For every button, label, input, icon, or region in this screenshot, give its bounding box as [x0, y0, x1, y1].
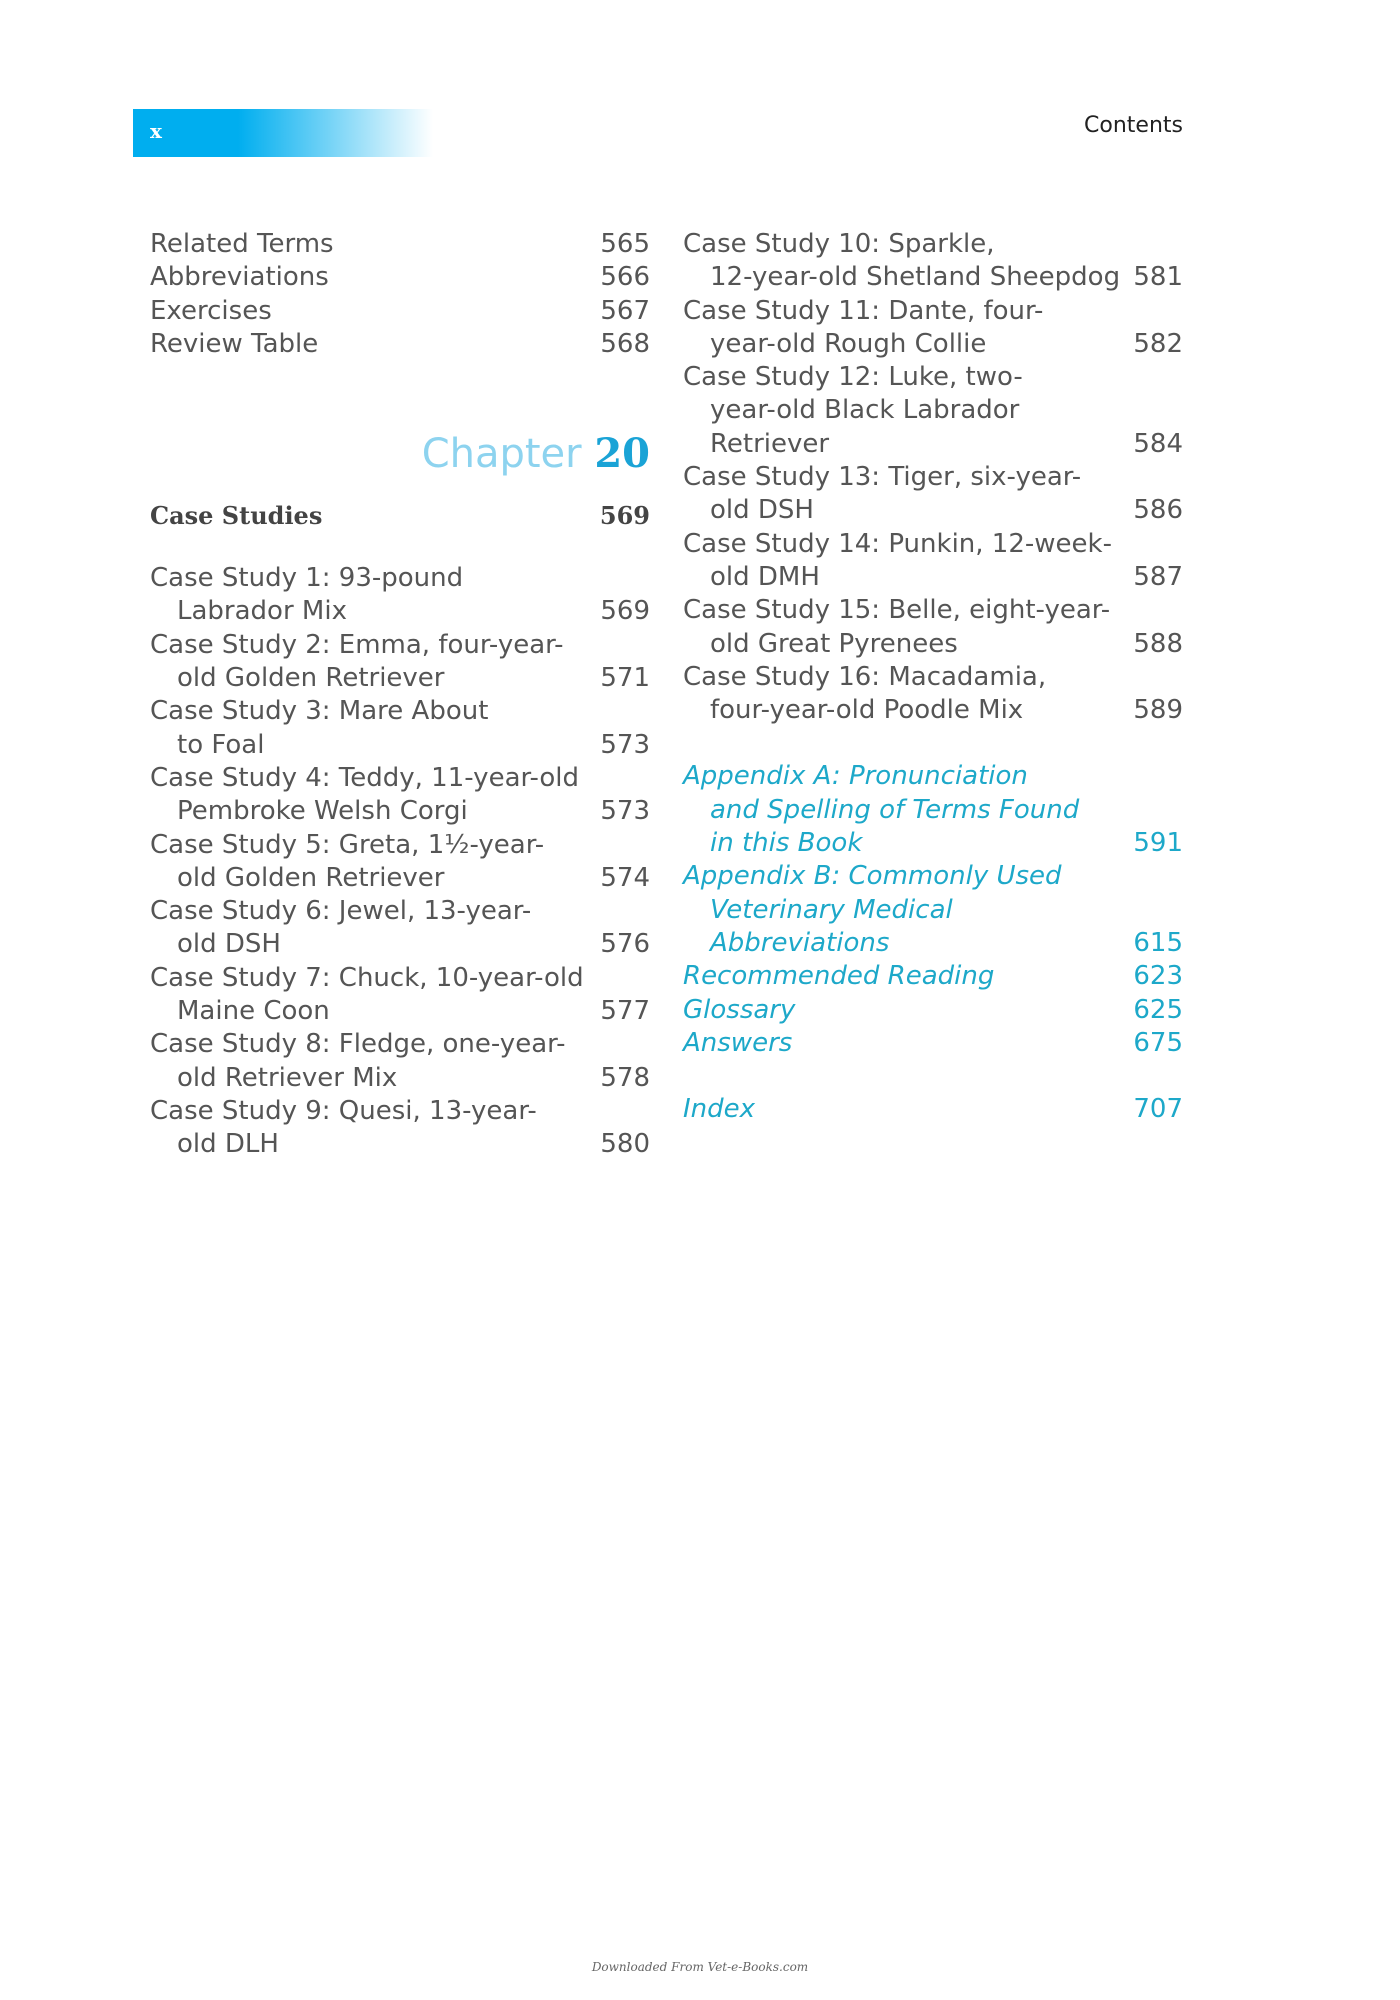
toc-entry-title: Related Terms [150, 229, 334, 259]
entry-line: old DSH [710, 495, 814, 526]
toc-entry-page: 568 [600, 328, 650, 359]
toc-entry[interactable] [150, 261, 650, 294]
entry-line: Retriever [710, 428, 830, 459]
entry-line: Case Study 13: Tiger, six-year- [683, 462, 1082, 493]
toc-entry-title: Abbreviations [150, 262, 329, 293]
header-bar [133, 109, 433, 157]
entry-line: Maine Coon [177, 996, 330, 1027]
entry-line: 12-year-old Shetland Sheepdog [710, 262, 1121, 293]
toc-entry-page: 565 [600, 229, 650, 259]
entry-page: 675 [1133, 1027, 1183, 1058]
entry-line: Case Study 10: Sparkle, [683, 229, 995, 259]
entry-page: 580 [600, 1129, 650, 1160]
case-study-entry[interactable] [683, 661, 1183, 728]
entry-line: Case Study 5: Greta, 1½-year- [150, 829, 545, 860]
entry-line: year-old Rough Collie [710, 328, 987, 359]
right-column [683, 228, 1183, 1126]
case-study-entry[interactable] [150, 629, 650, 696]
case-study-entry[interactable] [683, 461, 1183, 528]
running-head: Contents [1084, 113, 1183, 138]
entry-line: to Foal [177, 729, 265, 760]
section-heading[interactable] [150, 499, 650, 532]
entry-line: Case Study 12: Luke, two- [683, 362, 1023, 393]
recommended-reading-link[interactable] [683, 960, 1183, 993]
entry-line: Case Study 3: Mare About [150, 696, 489, 727]
case-study-entry[interactable] [150, 962, 650, 1029]
appendix-a-link[interactable] [683, 760, 1183, 860]
entry-line: in this Book [710, 828, 863, 859]
entry-title: Glossary [683, 994, 796, 1025]
entry-title: Recommended Reading [683, 961, 995, 992]
entry-line: Appendix B: Commonly Used [683, 861, 1062, 892]
entry-page: 569 [600, 596, 650, 627]
entry-line: old Golden Retriever [177, 663, 445, 694]
toc-entry-page: 567 [600, 295, 650, 326]
entry-page: 615 [1133, 927, 1183, 958]
case-study-entry[interactable] [150, 829, 650, 896]
entry-line: Case Study 7: Chuck, 10-year-old [150, 962, 584, 993]
chapter-label: Chapter [421, 431, 582, 478]
case-study-entry[interactable] [150, 895, 650, 962]
toc-entry[interactable] [150, 295, 650, 328]
entry-line: Case Study 6: Jewel, 13-year- [150, 896, 532, 927]
entry-title: Index [683, 1094, 756, 1125]
entry-line: four-year-old Poodle Mix [710, 695, 1024, 726]
entry-page: 584 [1133, 428, 1183, 459]
entry-page: 577 [600, 996, 650, 1027]
entry-page: 588 [1133, 628, 1183, 659]
case-study-entry[interactable] [150, 762, 650, 829]
section-page: 569 [599, 501, 650, 531]
entry-page: 707 [1133, 1094, 1183, 1125]
entry-line: Case Study 9: Quesi, 13-year- [150, 1095, 537, 1126]
entry-line: Labrador Mix [177, 596, 347, 627]
index-link[interactable] [683, 1093, 1183, 1126]
entry-page: 573 [600, 796, 650, 827]
entry-line: year-old Black Labrador [710, 395, 1020, 426]
case-study-entry[interactable] [683, 295, 1183, 362]
entry-page: 625 [1133, 994, 1183, 1025]
entry-page: 582 [1133, 328, 1183, 359]
entry-line: Abbreviations [710, 927, 890, 958]
entry-line: Pembroke Welsh Corgi [177, 796, 468, 827]
entry-line: old Retriever Mix [177, 1062, 398, 1093]
case-study-entry[interactable] [683, 228, 1183, 295]
toc-entry-title: Exercises [150, 295, 272, 326]
entry-page: 623 [1133, 961, 1183, 992]
section-title: Case Studies [150, 501, 323, 531]
toc-entry[interactable] [150, 228, 650, 261]
case-study-entry[interactable] [683, 528, 1183, 595]
chapter-heading [150, 427, 650, 481]
entry-line: Case Study 14: Punkin, 12-week- [683, 528, 1112, 559]
entry-line: old Golden Retriever [177, 862, 445, 893]
entry-page: 574 [600, 862, 650, 893]
entry-line: Case Study 15: Belle, eight-year- [683, 595, 1111, 626]
appendix-b-link[interactable] [683, 860, 1183, 960]
entry-page: 578 [600, 1062, 650, 1093]
toc-entry-title: Review Table [150, 328, 319, 359]
entry-page: 576 [600, 929, 650, 960]
footer-watermark: Downloaded From Vet-e-Books.com [591, 1960, 809, 1974]
entry-line: Veterinary Medical [710, 894, 953, 925]
answers-link[interactable] [683, 1027, 1183, 1060]
entry-line: Case Study 8: Fledge, one-year- [150, 1029, 566, 1060]
entry-page: 589 [1133, 695, 1183, 726]
entry-line: Case Study 2: Emma, four-year- [150, 629, 564, 660]
entry-page: 586 [1133, 495, 1183, 526]
case-study-entry[interactable] [150, 562, 650, 629]
entry-line: old Great Pyrenees [710, 628, 958, 659]
entry-line: Case Study 16: Macadamia, [683, 661, 1047, 692]
entry-page: 591 [1133, 828, 1183, 859]
left-column [150, 228, 650, 1162]
entry-page: 573 [600, 729, 650, 760]
entry-line: Appendix A: Pronunciation [683, 761, 1028, 792]
chapter-number: 20 [594, 430, 650, 478]
entry-line: Case Study 1: 93-pound [150, 563, 464, 594]
toc-entry[interactable] [150, 328, 650, 361]
entry-line: Case Study 4: Teddy, 11-year-old [150, 762, 580, 793]
entry-line: Case Study 11: Dante, four- [683, 295, 1044, 326]
entry-line: and Spelling of Terms Found [710, 794, 1080, 825]
case-study-entry[interactable] [150, 1095, 650, 1162]
case-study-entry[interactable] [150, 1028, 650, 1095]
entry-page: 587 [1133, 561, 1183, 592]
toc-entry-page: 566 [600, 262, 650, 293]
case-study-entry[interactable] [683, 594, 1183, 661]
entry-line: old DLH [177, 1129, 279, 1160]
entry-page: 581 [1133, 262, 1183, 293]
glossary-link[interactable] [683, 994, 1183, 1027]
page-number: x [150, 119, 162, 143]
entry-page: 571 [600, 663, 650, 694]
entry-title: Answers [683, 1027, 793, 1058]
entry-line: old DSH [177, 929, 281, 960]
case-study-entry[interactable] [150, 695, 650, 762]
case-study-entry[interactable] [683, 361, 1183, 461]
entry-line: old DMH [710, 561, 820, 592]
